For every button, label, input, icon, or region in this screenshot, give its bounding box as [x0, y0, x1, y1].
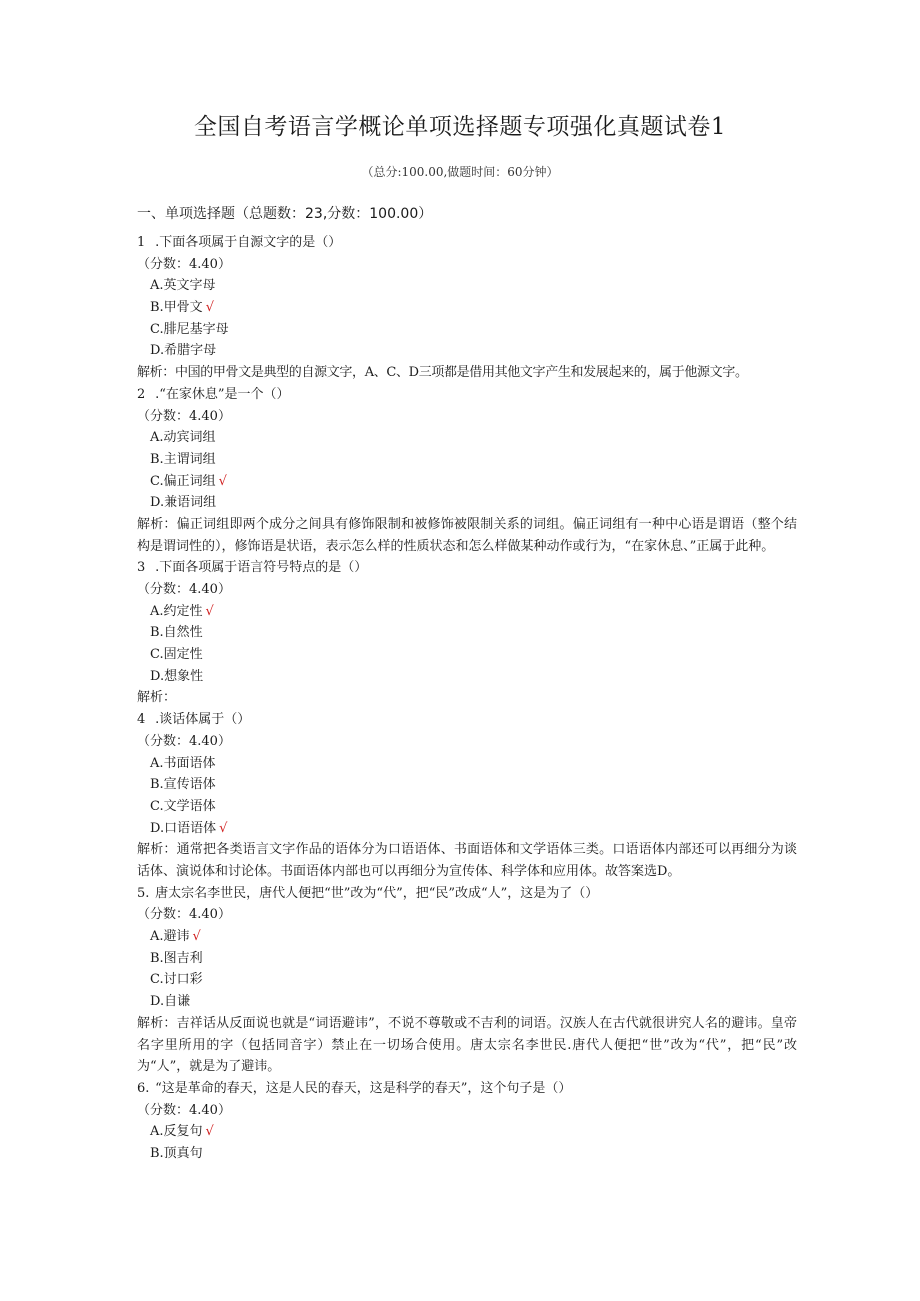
answer-option	[137, 644, 797, 666]
option-label: A.约定性	[150, 603, 203, 619]
analysis-label: 解析：	[137, 365, 175, 381]
question-number: 1	[137, 235, 146, 250]
analysis-text	[137, 514, 797, 557]
option-label: B.宣传语体	[150, 777, 216, 793]
option-label: B.顶真句	[150, 1146, 203, 1162]
question-stem	[137, 557, 797, 579]
question-stem	[137, 709, 797, 731]
question-block	[137, 1078, 797, 1165]
question-stem	[137, 384, 797, 406]
document-title: 全国自考语言学概论单项选择题专项强化真题试卷1	[193, 114, 727, 140]
correct-check-icon: √	[205, 1124, 214, 1140]
analysis-body: 吉祥话从反面说也就是“词语避讳”，不说不尊敬或不吉利的词语。汉族人在古代就很讲究人名的避讳。皇帝名字里所用的字（包括同音字）禁止在一切场合使用。唐太宗名李世民.唐代人便把“世”改为“代”，把“民”改为“人”，就是为了避讳。	[137, 1015, 797, 1075]
question-text: 唐太宗名李世民，唐代人便把“世”改为“代”，把“民”改成“人”，这是为了（）	[151, 885, 599, 901]
answer-option	[137, 297, 797, 319]
question-score: （分数：4.40）	[137, 256, 231, 272]
question-text: .“在家休息”是一个（）	[151, 386, 290, 402]
question-block	[137, 384, 797, 558]
correct-check-icon: √	[219, 820, 228, 836]
question-number: 3	[137, 560, 146, 576]
analysis-label: 解析：	[137, 516, 177, 532]
question-block	[137, 709, 797, 883]
question-score: （分数：4.40）	[137, 582, 231, 598]
answer-option	[137, 796, 797, 818]
answer-option	[137, 666, 797, 688]
option-label: A.反复句	[150, 1124, 203, 1140]
question-stem	[137, 232, 797, 254]
answer-option	[137, 622, 797, 644]
analysis-label: 解析：	[137, 690, 177, 706]
analysis-label: 解析：	[137, 842, 177, 858]
answer-option	[137, 449, 797, 471]
option-label: D.自谦	[150, 994, 191, 1010]
answer-option	[137, 471, 797, 493]
question-block	[137, 232, 797, 384]
answer-option	[137, 492, 797, 514]
answer-option	[137, 427, 797, 449]
answer-option	[137, 340, 797, 362]
option-label: D.兼语词组	[150, 495, 217, 511]
question-text: .下面各项属于自源文字的是（）	[151, 235, 342, 250]
correct-check-icon: √	[192, 929, 201, 945]
analysis-body: 偏正词组即两个成分之间具有修饰限制和被修饰被限制关系的词组。偏正词组有一种中心语是谓语（整个结构是谓词性的），修饰语是状语，表示怎么样的性质状态和怎么样做某种动作或行为，“在家休息、”正属于此种。	[137, 516, 797, 554]
question-score: （分数：4.40）	[137, 1102, 231, 1118]
question-score: （分数：4.40）	[137, 907, 231, 923]
analysis-text	[137, 1013, 797, 1078]
question-text: .谈话体属于（）	[151, 712, 251, 728]
option-label: B.图吉利	[150, 950, 203, 966]
question-block	[137, 883, 797, 1078]
analysis-label: 解析：	[137, 1015, 177, 1031]
answer-option	[137, 1121, 797, 1143]
question-stem	[137, 883, 797, 905]
question-stem	[137, 1078, 797, 1100]
option-label: D.希腊字母	[150, 343, 217, 359]
answer-option	[137, 601, 797, 623]
option-label: A.避讳	[150, 929, 190, 945]
answer-option	[137, 948, 797, 970]
answer-option	[137, 275, 797, 297]
question-number: 4	[137, 712, 146, 728]
option-label: A.动宾词组	[150, 430, 216, 446]
correct-check-icon: √	[218, 473, 227, 489]
answer-option	[137, 319, 797, 341]
analysis-body: 中国的甲骨文是典型的自源文字，A、C、D三项都是借用其他文字产生和发展起来的，属于他源文字。	[174, 365, 748, 381]
correct-check-icon: √	[205, 300, 214, 316]
question-text: “这是革命的春天，这是人民的春天，这是科学的春天”，这个句子是（）	[151, 1080, 572, 1096]
question-number: 5.	[137, 885, 150, 901]
question-list	[137, 232, 797, 1165]
option-label: C.讨口彩	[150, 972, 203, 988]
option-label: D.想象性	[150, 668, 204, 684]
option-label: A.书面语体	[150, 755, 216, 771]
analysis-text	[137, 362, 797, 384]
option-label: B.自然性	[150, 625, 203, 641]
question-number: 6.	[137, 1080, 150, 1096]
section-heading: 一、单项选择题（总题数：23,分数：100.00）	[137, 206, 433, 222]
option-label: C.固定性	[150, 647, 203, 663]
question-number: 2	[137, 386, 146, 402]
answer-option	[137, 818, 797, 840]
option-label: C.文学语体	[150, 798, 216, 814]
answer-option	[137, 991, 797, 1013]
option-label: B.甲骨文	[150, 300, 203, 316]
question-score: （分数：4.40）	[137, 733, 231, 749]
answer-option	[137, 926, 797, 948]
answer-option	[137, 1143, 797, 1165]
option-label: A.英文字母	[150, 278, 216, 294]
correct-check-icon: √	[205, 603, 214, 619]
option-label: D.口语语体	[150, 820, 217, 836]
option-label: C.腓尼基字母	[150, 321, 229, 337]
analysis-text	[137, 839, 797, 882]
option-label: B.主谓词组	[150, 451, 216, 467]
question-block	[137, 557, 797, 709]
option-label: C.偏正词组	[150, 473, 216, 489]
analysis-text	[137, 687, 797, 709]
answer-option	[137, 753, 797, 775]
question-score: （分数：4.40）	[137, 408, 231, 424]
question-text: .下面各项属于语言符号特点的是（）	[151, 560, 368, 576]
analysis-body: 通常把各类语言文字作品的语体分为口语语体、书面语体和文学语体三类。口语语体内部还可以再细分为谈话体、演说体和讨论体。书面语体内部也可以再细分为宣传体、科学体和应用体。故答案选D。	[137, 842, 797, 880]
answer-option	[137, 969, 797, 991]
answer-option	[137, 774, 797, 796]
document-subtitle: （总分:100.00,做题时间：60分钟）	[361, 165, 559, 179]
